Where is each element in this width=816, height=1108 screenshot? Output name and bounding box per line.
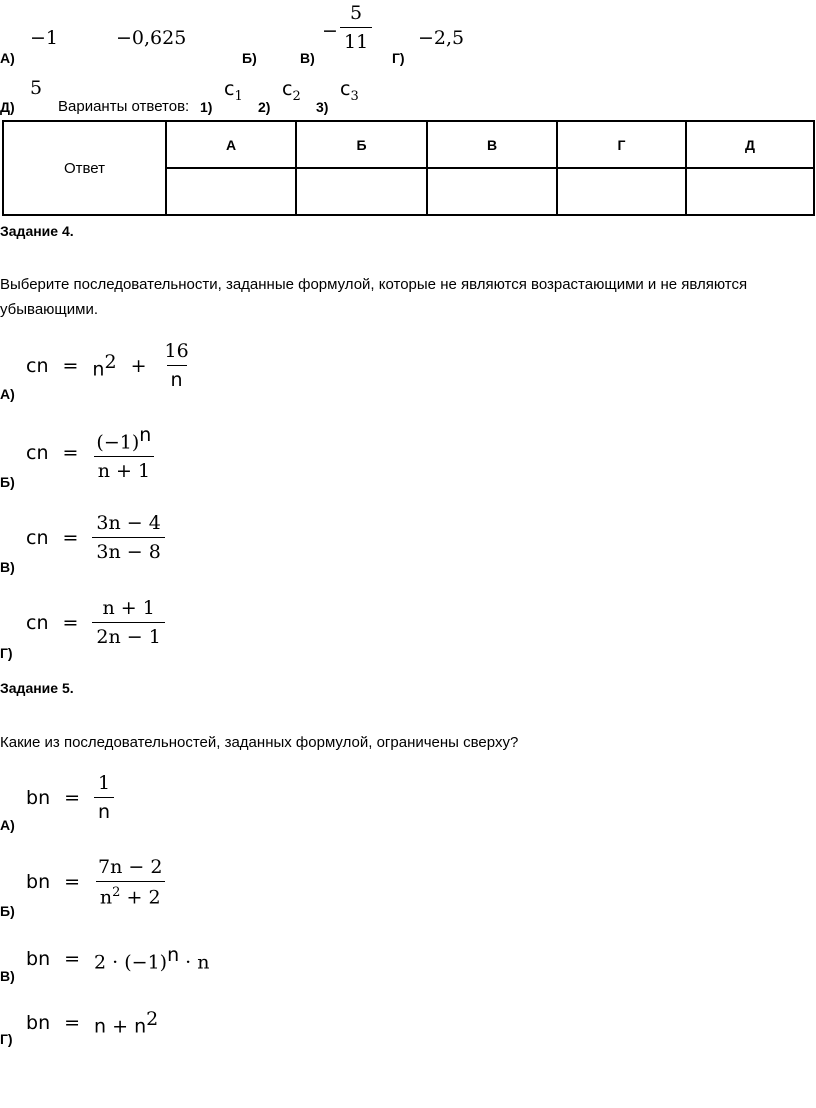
option-v-label: В): [300, 50, 315, 66]
option-v-numerator: 5: [350, 2, 363, 24]
task4-item-b-label: Б): [0, 474, 15, 490]
task5-item-v-label: В): [0, 968, 15, 984]
variant-1-label: 1): [200, 99, 213, 115]
option-v-fraction: [340, 2, 372, 53]
option-b-label: Б): [242, 50, 257, 66]
task4-question-line1: Выберите последовательности, заданные формулой, которые не являются возрастающими и не являются: [0, 276, 748, 293]
task5-item-b-formula: bn = $\frac{7n - 2}{n^2 + 2}$: [26, 856, 166, 908]
answer-col-g: Г: [557, 121, 686, 168]
task4-item-g-formula: cn = $\frac{n + 1}{2n - 1}$: [26, 597, 165, 648]
option-g-label: Г): [392, 50, 405, 66]
task4-item-g-label: Г): [0, 645, 13, 661]
answer-col-v: В: [427, 121, 557, 168]
option-a-label: А): [0, 50, 15, 66]
variant-3-value: $c_3$: [340, 78, 359, 104]
task4-item-a-label: А): [0, 386, 15, 402]
answer-cell-b[interactable]: [296, 168, 427, 215]
task4-item-v-label: В): [0, 559, 15, 575]
task5-item-a-label: А): [0, 817, 15, 833]
answer-cell-a[interactable]: [166, 168, 296, 215]
answer-cell-d[interactable]: [686, 168, 814, 215]
task5-item-b-label: Б): [0, 903, 15, 919]
option-v-denominator: 11: [340, 27, 372, 53]
task4-item-b-formula: cn = $\frac{(-1)^n}{n + 1}$: [26, 424, 155, 482]
variant-2-label: 2): [258, 99, 271, 115]
task4-item-v-formula: cn = $\frac{3n - 4}{3n - 8}$: [26, 512, 165, 563]
task5-title: Задание 5.: [0, 680, 74, 696]
answer-row-header: Ответ: [3, 121, 166, 215]
answer-col-b: Б: [296, 121, 427, 168]
option-a-value-1: −1: [30, 27, 59, 49]
variants-text: Варианты ответов:: [58, 98, 190, 115]
task4-question-line2: убывающими.: [0, 301, 99, 318]
answer-cell-g[interactable]: [557, 168, 686, 215]
variant-1-value: $c_1$: [224, 78, 243, 104]
option-v-sign: −: [322, 20, 338, 42]
task5-item-a-formula: bn = $\frac{1}{n}$: [26, 772, 114, 823]
task5-question: Какие из последовательностей, заданных формулой, ограничены сверху?: [0, 734, 519, 751]
task5-item-g-label: Г): [0, 1031, 13, 1047]
answer-col-d: Д: [686, 121, 814, 168]
task5-item-g-formula: bn = $n + n^2$: [26, 1008, 159, 1038]
option-a-value-2: −0,625: [116, 27, 187, 49]
variant-3-label: 3): [316, 99, 329, 115]
task5-item-v-formula: bn = $2 \cdot (-1)^n \cdot n$: [26, 944, 210, 974]
task4-title: Задание 4.: [0, 223, 74, 239]
answer-cell-v[interactable]: [427, 168, 557, 215]
task4-item-a-formula: cn = $n^2$ + $\frac{16}{n}$: [26, 340, 189, 391]
variant-2-value: $c_2$: [282, 78, 301, 104]
option-d-value: 5: [30, 77, 43, 99]
answer-table: [2, 120, 815, 216]
option-d-label: Д): [0, 99, 15, 115]
answer-col-a: А: [166, 121, 296, 168]
option-g-value: −2,5: [418, 27, 465, 49]
